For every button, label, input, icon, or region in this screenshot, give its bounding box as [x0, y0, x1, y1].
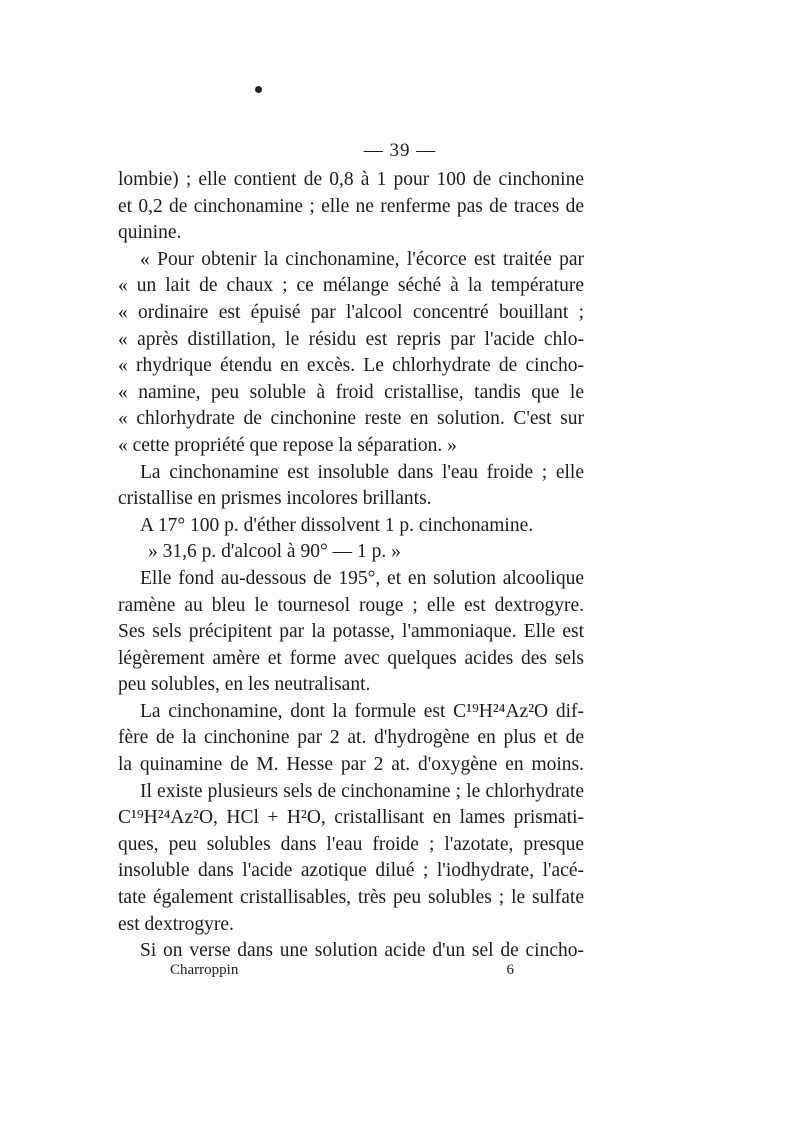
text-line: fère de la cinchonine par 2 at. d'hydrogène en plus et de: [118, 727, 584, 749]
text-line: La cinchonamine est insoluble dans l'eau froide ; elle: [140, 461, 584, 483]
text-line: légèrement amère et forme avec quelques acides des sels: [118, 647, 584, 669]
signature-mark: Charroppin: [170, 962, 239, 978]
signature-number: 6: [506, 962, 514, 978]
text-line: quinine.: [118, 222, 182, 244]
text-line: est dextrogyre.: [118, 913, 234, 935]
text-line: Elle fond au-dessous de 195°, et en solution alcoolique: [140, 567, 584, 589]
text-line: La cinchonamine, dont la formule est C¹⁹H²⁴Az²O dif-: [140, 700, 584, 722]
text-line: « rhydrique étendu en excès. Le chlorhydrate de cincho-: [118, 355, 584, 377]
text-line: ramène au bleu le tournesol rouge ; elle est dextrogyre.: [118, 594, 584, 616]
text-line: peu solubles, en les neutralisant.: [118, 674, 371, 696]
text-line: « ordinaire est épuisé par l'alcool concentré bouillant ;: [118, 301, 584, 323]
text-line: « après distillation, le résidu est repris par l'acide chlo-: [118, 328, 584, 350]
text-line: Il existe plusieurs sels de cinchonamine ; le chlorhydrate: [140, 780, 584, 802]
body-text: [118, 167, 584, 965]
text-line: et 0,2 de cinchonamine ; elle ne renferme pas de traces de: [118, 195, 584, 217]
text-line: Si on verse dans une solution acide d'un sel de cincho-: [140, 940, 584, 962]
text-line: « cette propriété que repose la séparation. »: [118, 434, 457, 456]
text-line: » 31,6 p. d'alcool à 90° — 1 p. »: [148, 541, 401, 563]
text-line: « Pour obtenir la cinchonamine, l'écorce est traitée par: [140, 248, 584, 270]
text-line: tate également cristallisables, très peu solubles ; le sulfate: [118, 887, 584, 909]
text-line: lombie) ; elle contient de 0,8 à 1 pour 100 de cinchonine: [118, 169, 584, 190]
text-line: « un lait de chaux ; ce mélange séché à la température: [118, 275, 584, 297]
ink-speck: [255, 86, 262, 93]
text-line: A 17° 100 p. d'éther dissolvent 1 p. cinchonamine.: [140, 514, 534, 536]
page-footer: [170, 962, 514, 979]
text-line: insoluble dans l'acide azotique dilué ; l'iodhydrate, l'acé-: [118, 860, 584, 882]
text-line: ques, peu solubles dans l'eau froide ; l'azotate, presque: [118, 833, 584, 855]
text-line: « chlorhydrate de cinchonine reste en solution. C'est sur: [118, 408, 584, 430]
text-line: « namine, peu soluble à froid cristallise, tandis que le: [118, 381, 584, 403]
text-line: la quinamine de M. Hesse par 2 at. d'oxygène en moins.: [118, 754, 584, 776]
text-line: C¹⁹H²⁴Az²O, HCl + H²O, cristallisant en lames prismati-: [118, 807, 584, 829]
page-number: — 39 —: [363, 140, 437, 161]
text-line: Ses sels précipitent par la potasse, l'ammoniaque. Elle est: [118, 621, 584, 643]
text-line: cristallise en prismes incolores brillants.: [118, 488, 432, 510]
